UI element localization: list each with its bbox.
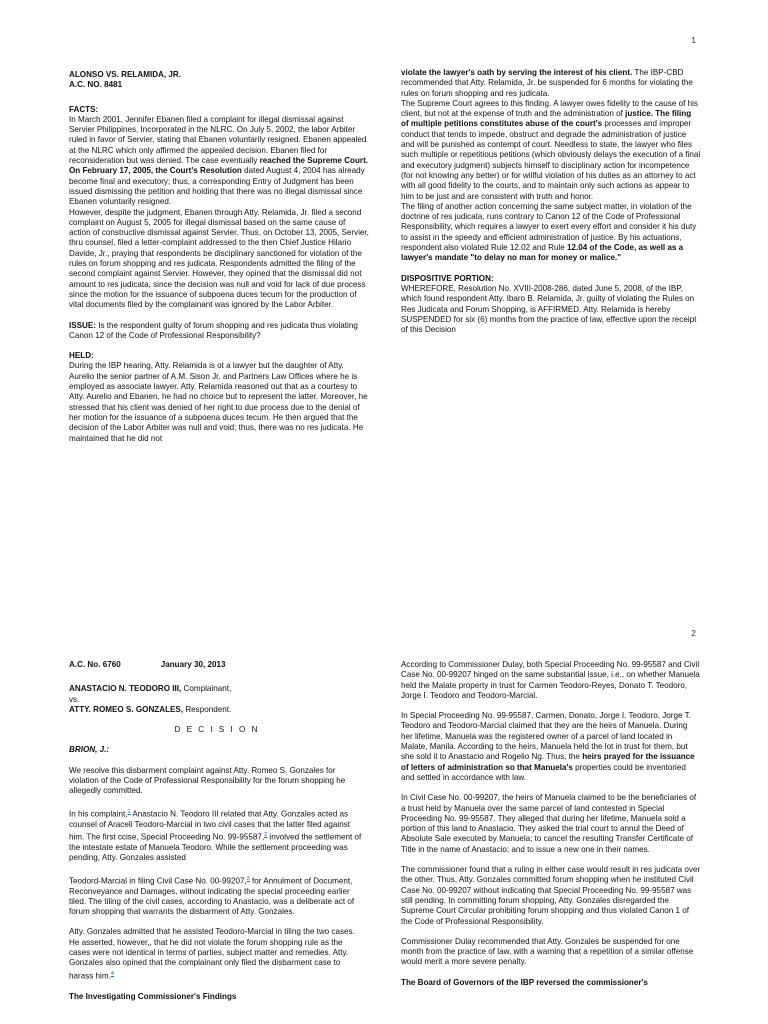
paragraph-text: involved the settlement of the intestate estate of Manuela Teodoro. While the settlement proceeding was pending, Atty. Gonzales assisted — [69, 832, 362, 863]
respondent-line — [69, 705, 365, 715]
case-date: January 30, 2013 — [160, 660, 226, 669]
paragraph-text: for Annulment of Document, Reconveyance and Damages, without indicating the special proceeding earlier tiled. The tiling of the civil cases, according to Anastacio, was a deliberate act of forum shopping that warrants the disbarment of Atty. Gonzales. — [69, 876, 355, 917]
page-number: 1 — [691, 35, 696, 45]
paragraph-text: Teodord-Marcial in filing Civil Case No. 00-99207, — [69, 876, 247, 886]
findings-heading: The Investigating Commissioner's Findings — [69, 991, 237, 1001]
ruling-emphasis: violate the lawyer's oath by serving the interest of his client. — [401, 68, 633, 77]
versus: vs. — [69, 694, 80, 704]
decision-paragraph-4 — [69, 927, 365, 981]
respondent-name: ATTY. ROMEO S. GONZALES, — [69, 704, 184, 714]
facts-paragraph — [69, 115, 369, 208]
decision-paragraph-1: We resolve this disbarment complaint against Atty. Romeo S. Gonzales for violation of the Code of Professional Responsibility for the forum shopping he allegedly committed. — [69, 765, 346, 796]
complainant-line — [69, 684, 365, 694]
footnote-link[interactable]: 4 — [110, 970, 114, 977]
facts-heading: FACTS: — [69, 104, 99, 114]
ruling-text: The IBP-CBD recommended that Atty. Relamida, Jr. be suspended for 6 months for violating the rules on forum shopping and res judicata. — [401, 68, 693, 98]
ruling-text-2b: processes and improper conduct that tends to impede, obstruct and degrade the administration of justice and will be punished as contempt of court. Needless to state, the lawyer who files such multiple or repetitious petitions (which obviously delays the execution of a final and executory judgment) subjects himself to disciplinary action for incompetence (for not knowing any better) or for willful violation of his duties as an attorney to act with all good fidelity to the courts, and to maintain only such actions as appear to him to be just and are consistent with truth and honor. — [401, 119, 701, 201]
footnote-link[interactable]: 2 — [264, 831, 268, 838]
footnote-link[interactable]: 1 — [127, 808, 131, 815]
dispositive-heading: DISPOSITIVE PORTION: — [401, 273, 494, 283]
page-number: 2 — [691, 628, 696, 638]
ponente: BRION, J.: — [69, 745, 110, 755]
commissioner-paragraph-5: Commissioner Dulay recommended that Atty. Gonzales be suspended for one month from the practice of law, with a warning that a repetition of a similar offense would merit a more severe penalty. — [401, 936, 694, 967]
held-heading: HELD: — [69, 351, 94, 361]
footnote-link[interactable]: 3 — [246, 875, 250, 882]
paragraph-text: Anastacio N. Teodoro III related that Atty. Gonzales acted as counsel of Araceli Teodoro-Marcial in two civil cases that the latter filed against him. The first ccise, Special Proceeding No. 99-95587, — [69, 809, 351, 842]
paragraph-text: In Special Proceeding No. 99-95587, Carmen, Donato, Jorge I. Teodoro, Jorge T. Teodoro and Teodoro-Marcial claimed that they are the heirs of Manuela. During her lifetime, Manuela was the registered owner of a parcel of land located in Malate, Manila. According to the heirs, Manuela held the lot in trust for them, but she sold it to Anastacio and Rogelio Ng. Thus, the — [401, 711, 691, 762]
case-header — [69, 660, 365, 670]
held-paragraph: During the IBP hearing, Atty. Relamida is ot a lawyer but the daughter of Atty. Aurelio the senior partner of A.M. Sison Jr. and Partners Law Offices where he is employed as associate lawyer. Atty. Relamida reasoned out that as a courtesy to Atty. Aurelio and Ebanen, he had no choice but to represent the latter. Moreover, he stressed that his client was denied of her right to due process due to the denial of her motion for the issuance of a subpoena duces tecum. He then argued that the decision of the Labor Arbiter was null and void; thus, there was no res judicata. He maintained that he did not — [69, 361, 368, 443]
case-title: ALONSO VS. RELAMIDA, JR. — [69, 70, 181, 79]
paragraph-text: In his complaint, — [69, 809, 128, 819]
paragraph-emphasis: heirs prayed for the issuance of letters of administration so that Manuela's — [401, 752, 695, 772]
left-column — [69, 70, 369, 444]
commissioner-paragraph-6: The Board of Governors of the IBP reversed the commissioner's — [401, 977, 648, 987]
ruling-emphasis-2: justice. The filing of multiple petitions constitutes abuse of the court's — [401, 109, 692, 129]
ruling-emphasis-3: 12.04 of the Code, as well as a lawyer's mandate "to delay no man for money or malice." — [401, 243, 684, 263]
decision-paragraph-3 — [69, 874, 365, 918]
paragraph-text: properties could be inventoried and settled in accordance with law. — [401, 762, 686, 782]
ruling-paragraph-1 — [401, 68, 701, 99]
commissioner-paragraph-1: According to Commissioner Dulay, both Special Proceeding No. 99-95587 and Civil Case No. 00-99207 hinged on the same substantial issue, i.e., on whether Manuela held the Malate property in trust for Carmen Teodoro-Reyes, Donato T. Teodoro, Jorge I. Teodoro and Teodoro-Marcial. — [401, 660, 700, 700]
left-column — [69, 660, 365, 1002]
commissioner-paragraph-2 — [401, 711, 701, 783]
commissioner-paragraph-4: The commissioner found that a ruling in either case would result in res judicata over the other. Thus, Atty. Gonzales committed forum shopping when he instituted Civil Case No. 00-99207 without indicating that Special Proceeding No. 99-95587 was still pending. In committing forum shopping, Atty. Gonzales disregarded the Supreme Court Circular prohibiting forum shopping and thus violated Canon 1 of the Code of Professional Responsibility. — [401, 865, 701, 926]
ruling-text-2: The Supreme Court agrees to this finding. A lawyer owes fidelity to the cause of his client, but not at the expense of truth and the administration of — [401, 98, 698, 119]
complainant-name: ANASTACIO N. TEODORO III, — [69, 684, 182, 694]
paragraph-text: Atty. Gonzales admitted that he assisted Teodoro-Marcial in tiling the two cases. He asserted, however,, that he did not violate the forum shopping rule as the cases were not identical in terms of parties, subject matter and remedies. Atty. Gonzales also opined that the complainant only filed the disbarment case to harass him. — [69, 927, 355, 981]
document-page-2 — [0, 620, 768, 1024]
ruling-paragraph-2 — [401, 99, 701, 202]
issue-paragraph — [69, 321, 369, 342]
right-column — [401, 68, 701, 335]
dispositive-paragraph: WHEREFORE, Resolution No. XVIII-2008-286, dated June 5, 2008, of the IBP, which found respondent Atty. Ibaro B. Relamida, Jr. guilty of violating the Rules on Res Judicata and Forum Shopping, is AFFIRMED. Atty. Relamida is hereby SUSPENDED for six (6) months from the practice of law, effective upon the receipt of this Decision — [401, 283, 697, 335]
facts-text: In March 2001, Jennifer Ebanen filed a complaint for illegal dismissal against Servier Philippines, Incorporated in the NLRC. On July 5, 2002, the labor Arbiter ruled in favor of Servier, stating that Ebanen voluntarily resigned. Ebanen appealed at the NLRC which only affirmed the appealed decision. Ebanen filed for reconsideration but was denied. The case eventually — [69, 114, 367, 166]
facts-emphasis: reached the Supreme Court. On February 17, 2005, the Court's Resolution — [69, 156, 369, 176]
complainant-role: Complainant, — [181, 684, 232, 694]
case-number: A.C. No. 6760 — [69, 660, 121, 669]
right-column — [401, 660, 701, 988]
facts-text-cont: dated August 4, 2004 has already become final and executory; thus, a corresponding Entry of Judgment has been issued dismissing the petition and holding that there was no illegal dismissal since Ebanen voluntarily resigned. — [69, 166, 365, 207]
ruling-paragraph-3 — [401, 202, 701, 264]
facts-paragraph-2: However, despite the judgment, Ebanen through Atty. Relamida, Jr. filed a second complaint on August 5, 2005 for illegal dismissal based on the same cause of action of constructive dismissal against Servier. Thus, on October 13, 2005, Servier, thru counsel, filed a letter-complaint addressed to the then Chief Justice Hilario Davide, Jr., praying that respondents be disciplinary sanctioned for violation of the rules on forum shopping and res judicata. Respondents admitted the filing of the second complaint against Servier. However, they opined that the dismissal did not amount to res judicata, since the decision was null and void for lack of due process since the motion for the issuance of subpoena duces tecum for the production of vital documents filed by the complainant was ignored by the Labor Arbiter. — [69, 207, 369, 310]
issue-text: Is the respondent guilty of forum shopping and res judicata thus violating Canon 12 of the Code of Professional Responsibility? — [69, 320, 358, 340]
ruling-text-3: The filing of another action concerning the same subject matter, in violation of the doctrine of res judicata, runs contrary to Canon 12 of the Code of Professional Responsibility, which requires a lawyer to exert every effort and consider it his duty to assist in the speedy and efficient administration of justice. By his actuations, respondent also violated Rule 12.02 and Rule — [401, 201, 697, 253]
respondent-role: Respondent. — [183, 704, 232, 714]
issue-label: ISSUE: — [69, 320, 96, 330]
decision-heading: D E C I S I O N — [174, 725, 260, 735]
case-number: A.C. NO. 8481 — [69, 80, 123, 90]
decision-paragraph-2 — [69, 807, 365, 864]
commissioner-paragraph-3: In Civil Case No. 00-99207, the heirs of Manuela claimed to be the beneficiaries of a trust held by Manuela over the same parcel of land contested in Special Proceeding No. 99-95587. They alleged that during her lifetime, Manuela sold a portion of this land to Anastacio. They asked the trial court to annul the Deed of Absolute Sale executed by Manuela; to cancel the resulting Transfer Certificate of Title in the name of Anastacio; and to issue a new one in their names. — [401, 793, 697, 854]
